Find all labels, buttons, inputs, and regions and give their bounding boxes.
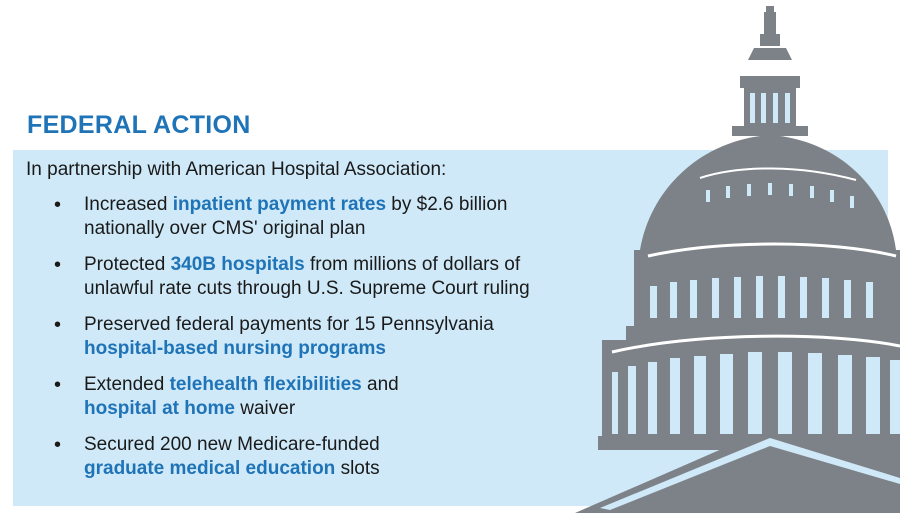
list-item-nursing: • Preserved federal payments for 15 Pennsylvania hospital-based nursing programs [84,313,584,361]
intro-text: In partnership with American Hospital Association: [26,159,447,180]
highlight-nursing-programs: hospital-based nursing programs [84,338,386,359]
list-item-gme: • Secured 200 new Medicare-funded graduate medical education slots [84,433,584,481]
highlight-gme-slots: graduate medical education [84,458,336,479]
list-item-340b: • Protected 340B hospitals from millions of dollars of unlawful rate cuts through U.S. Supreme Court ruling [84,253,584,301]
section-heading: FEDERAL ACTION [27,111,251,139]
list-item-inpatient: • Increased inpatient payment rates by $2.6 billion nationally over CMS' original plan [84,193,584,241]
action-list [84,193,584,493]
highlight-telehealth-flexibilities: telehealth flexibilities [169,374,362,395]
highlight-340b-hospitals: 340B hospitals [170,254,305,275]
list-item-telehealth: • Extended telehealth flexibilities and hospital at home waiver [84,373,584,421]
highlight-inpatient-payment-rates: inpatient payment rates [172,194,387,215]
highlight-hospital-at-home: hospital at home [84,398,235,419]
